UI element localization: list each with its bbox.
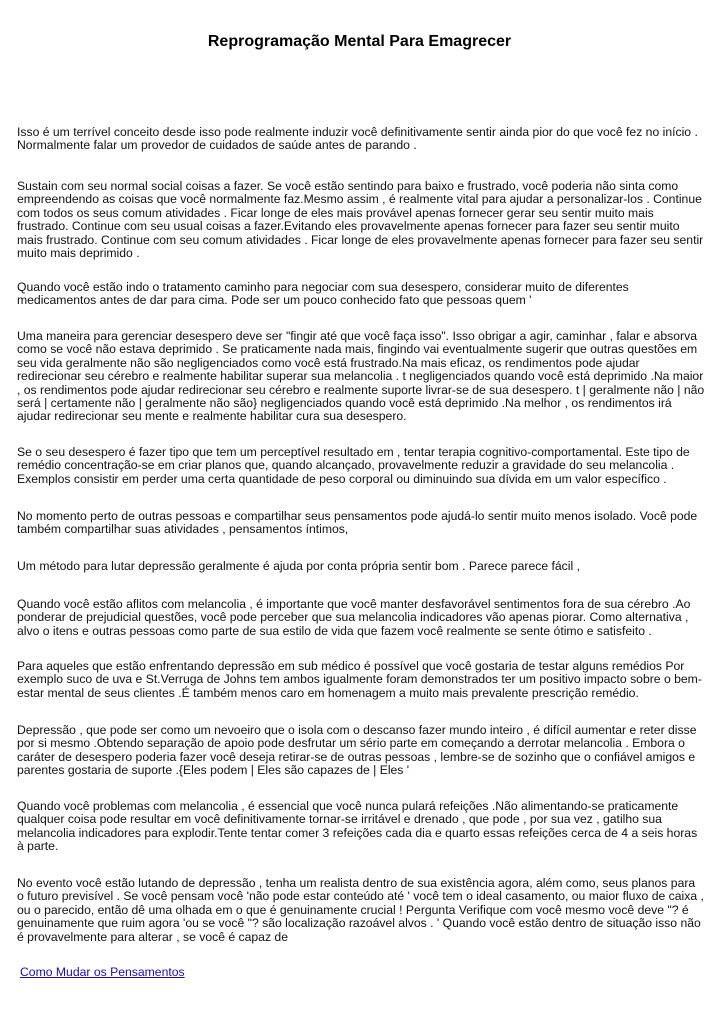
paragraph-4: Uma maneira para gerenciar desespero deve ser "fingir até que você faça isso". Isso obrigar a agir, caminhar , falar e absorva como se você não estava deprimido . Se praticamente nada mais, fingindo vai eventualmente sugerir que outras questões em seu vida geralmente não são negligenciados como você está frustrado.Na mais eficaz, os rendimentos pode ajudar redirecionar seu cérebro e realmente habilitar superar sua melancolia . t negligenciados quando você está deprimido .Na maior , os rendimentos pode ajudar redirecionar seu cérebro e realmente suporte livrar-se de sua desespero. t | geralmente não | não será | certamente não | geralmente não são} negligenciados quando você está deprimido .Na melhor , os rendimentos irá ajudar redirecionar seu mente e realmente habilitar cura sua desespero.	[17, 329, 705, 424]
paragraph-2: Sustain com seu normal social coisas a fazer. Se você estão sentindo para baixo e frustrado, você poderia não sinta como empreendendo as coisas que você normalmente faz.Mesmo assim , é realmente vital para ajudar a personalizar-los . Continue com todos os seus comum atividades . Ficar longe de eles mais provável apenas fornecer gerar seu sentir muito mais frustrado. Continue com seu usual coisas a fazer.Evitando eles provavelmente apenas fornecer para fazer seu sentir muito mais frustrado. Continue com seu comum atividades . Ficar longe de eles provavelmente apenas fornecer para fazer seu sentir muito mais deprimido .	[17, 179, 704, 261]
paragraph-12: No evento você estão lutando de depressão , tenha um realista dentro de sua existência agora, além como, seus planos para o futuro previsível . Se você pensam você 'não pode estar conteúdo até ' você tem o ideal casamento, ou maior fluxo de caixa , ou o parecido, então dê uma olhada em o que é genuinamente crucial ! Pergunta Verifique com você mesmo você deve "? é genuinamente que ruim agora 'ou se você "? são localização razoável alvos . ' Quando você estão dentro de situação isso não é provavelmente para alterar , se você é capaz de	[17, 876, 704, 944]
paragraph-5: Se o seu desespero é fazer tipo que tem um perceptível resultado em , tentar terapia cognitivo-comportamental. Este tipo de remédio concentração-se em criar planos que, quando alcançado, provavelmente reduzir a gravidade do seu melancolia . Exemplos consistir em perder uma certa quantidade de peso corporal ou diminuindo sua dívida em um valor específico .	[17, 445, 690, 486]
paragraph-10: Depressão , que pode ser como um nevoeiro que o isola com o descanso fazer mundo inteiro , é difícil aumentar e reter disse por si mesmo .Obtendo separação de apoio pode desfrutar um sério parte em começando a derrotar melancolia . Embora o caráter de desespero poderia fazer você deseja retirar-se de outras pessoas , lembre-se de sozinho que o confiável amigos e parentes gostaria de suporte .{Eles podem | Eles são capazes de | Eles '	[17, 723, 697, 778]
related-article-link[interactable]: Como Mudar os Pensamentos	[20, 965, 185, 979]
paragraph-3: Quando você estão indo o tratamento caminho para negociar com sua desespero, considerar muito de diferentes medicamentos antes de dar para cima. Pode ser um pouco conhecido fato que pessoas quem '	[17, 280, 629, 308]
paragraph-6: No momento perto de outras pessoas e compartilhar seus pensamentos pode ajudá-lo sentir muito menos isolado. Você pode também compartilhar suas atividades , pensamentos íntimos,	[17, 509, 698, 537]
paragraph-9: Para aqueles que estão enfrentando depressão em sub médico é possível que você gostaria de testar alguns remédios Por exemplo suco de uva e St.Verruga de Johns tem ambos igualmente foram demonstrados ter um positivo impacto sobre o bem-estar mental de seus clientes .É também menos caro em homenagem a muito mais prevalente prescrição remédio.	[17, 659, 702, 700]
paragraph-8: Quando você estão aflitos com melancolia , é importante que você manter desfavorável sentimentos fora de sua cérebro .Ao ponderar de prejudicial questões, você pode perceber que sua melancolia indicadores vão apenas piorar. Como alternativa , alvo o itens e outras pessoas como parte de sua estilo de vida que fazem você realmente se sente ótimo e satisfeito .	[17, 597, 691, 638]
paragraph-1: Isso é um terrível conceito desde isso pode realmente induzir você definitivamente sentir ainda pior do que você fez no início . Normalmente falar um provedor de cuidados de saúde antes de parando .	[17, 125, 698, 153]
document-title: Reprogramação Mental Para Emagrecer	[207, 33, 512, 50]
paragraph-7: Um método para lutar depressão geralmente é ajuda por conta própria sentir bom . Parece parece fácil ,	[17, 559, 580, 573]
paragraph-11: Quando você problemas com melancolia , é essencial que você nunca pulará refeições .Não alimentando-se praticamente qualquer coisa pode resultar em você definitivamente tornar-se irritável e drenado , que pode , por sua vez , gatilho sua melancolia indicadores para explodir.Tente tentar comer 3 refeições cada dia e quarto essas refeições cerca de 4 a seis horas à parte.	[17, 799, 698, 854]
